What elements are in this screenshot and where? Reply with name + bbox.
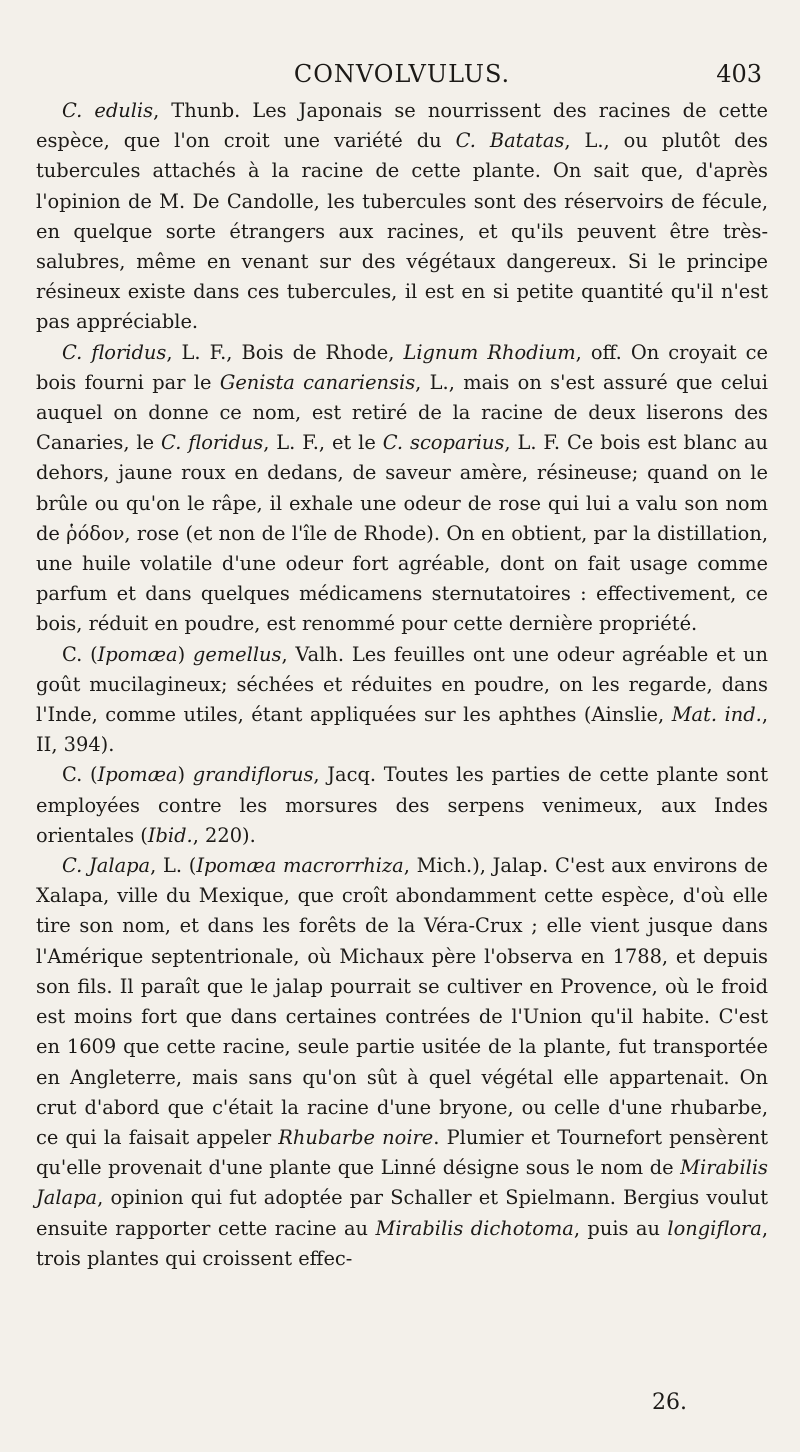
paragraph-floridus (36, 338, 768, 640)
text-run: , trois plantes qui croissent effec- (36, 1216, 768, 1270)
italic-text-run: Genista canariensis (219, 370, 416, 394)
italic-text-run: C. Batatas (455, 129, 565, 153)
italic-text-run: C. scoparius (382, 431, 505, 455)
page-number: 403 (716, 60, 762, 88)
text-run: , Jacq. Toutes les parties de cette plante sont employées contre les morsures des serpens venimeux, aux Indes orientales ( (36, 763, 768, 847)
paragraph-grandiflorus (36, 760, 768, 851)
text-run: , L. ( (150, 854, 197, 878)
paragraph-gemellus (36, 640, 768, 761)
italic-text-run: Mirabilis dichotoma (375, 1216, 574, 1240)
text-run: , off. On croyait ce bois fourni par le (36, 340, 768, 394)
italic-text-run: C. edulis (62, 99, 154, 122)
italic-text-run: gemellus (192, 642, 282, 666)
italic-text-run: Ipomæa (97, 642, 178, 666)
italic-text-run: longiflora (667, 1216, 762, 1240)
italic-text-run: Ipomæa macrorrhiza (196, 854, 404, 878)
italic-text-run: C. floridus (62, 340, 167, 364)
text-run: C. ( (62, 642, 98, 666)
text-run: , L. F. Ce bois est blanc au dehors, jaune roux en dedans, de saveur amère, résineuse; quand on le brûle ou qu'on le râpe, il exhale une odeur de rose qui lui a valu son nom de ῥόδον, rose (et non de l'île de Rhode). On en obtient, par la distillation, une huile volatile d'une odeur fort agréable, dont on fait usage comme parfum et dans quelques médicamens sternutatoires : effectivement, ce bois, réduit en poudre, est renommé pour cette dernière propriété. (36, 431, 769, 636)
text-run: ) (177, 642, 193, 666)
text-run: , puis au (573, 1216, 668, 1240)
body-text (36, 96, 768, 1274)
paragraph-jalapa (36, 851, 768, 1274)
running-head (36, 60, 768, 96)
italic-text-run: Mirabilis Jalapa (36, 1156, 768, 1210)
italic-text-run: Lignum Rhodium (403, 340, 576, 364)
italic-text-run: Ipomæa (97, 763, 178, 787)
signature-mark: 26. (652, 1390, 687, 1415)
italic-text-run: Mat. ind. (671, 703, 762, 727)
text-run: , II, 394). (36, 703, 768, 757)
text-run: , Valh. Les feuilles ont une odeur agréable et un goût mucilagineux; séchées et réduites en poudre, on les regarde, dans l'Inde, comme utiles, étant appliquées sur les aphthes (Ainslie, (36, 642, 768, 727)
text-run: , L., ou plutôt des tubercules attachés à la racine de cette plante. On sait que, d'après l'opinion de M. De Candolle, les tubercules sont des réservoirs de fécule, en quelque sorte étrangers aux racines, et qu'ils peuvent être très-salubres, même en venant sur des végétaux dangereux. Si le principe résineux existe dans ces tubercules, il est en si petite quantité qu'il n'est pas appréciable. (36, 129, 768, 334)
italic-text-run: grandiflorus (192, 763, 314, 787)
text-run: , Mich.), Jalap. C'est aux environs de Xalapa, ville du Mexique, que croît abondamment cette espèce, d'où elle tire son nom, et dans les forêts de la Véra-Crux ; elle vient jusque dans l'Amérique septentrionale, où Michaux père l'observa en 1788, et depuis son fils. Il paraît que le jalap pourrait se cultiver en Provence, où le froid est moins fort que dans certaines contrées de l'Union qu'il habite. C'est en 1609 que cette racine, seule partie usitée de la plante, fut transportée en Angleterre, mais sans qu'on sût à quel végétal elle appartenait. On crut d'abord que c'était la racine d'une bryone, ou celle d'une rhubarbe, ce qui la faisait appeler (36, 854, 768, 1149)
italic-text-run: Ibid. (147, 823, 193, 847)
text-run: , opinion qui fut adoptée par Schaller et Spielmann. Bergius voulut ensuite rapporter cette racine au (36, 1186, 768, 1240)
running-title: CONVOLVULUS. (293, 60, 511, 88)
text-run: , Thunb. Les Japonais se nourrissent des racines de cette espèce, que l'on croit une variété du (36, 99, 768, 153)
text-run: , L. F., Bois de Rhode, (166, 340, 404, 364)
text-run: , L., mais on s'est assuré que celui auquel on donne ce nom, est retiré de la racine de deux liserons des Canaries, le (36, 370, 768, 455)
text-run: , 220). (192, 823, 256, 847)
text-run: , L. F., et le (263, 431, 383, 455)
text-run: C. ( (62, 763, 98, 787)
italic-text-run: C. Jalapa (62, 854, 151, 878)
italic-text-run: Rhubarbe noire (278, 1125, 434, 1149)
text-run: ) (177, 763, 193, 787)
paragraph-edulis (36, 96, 768, 338)
text-run: . Plumier et Tournefort pensèrent qu'elle provenait d'une plante que Linné désigne sous le nom de (36, 1125, 768, 1180)
italic-text-run: C. floridus (161, 431, 264, 455)
